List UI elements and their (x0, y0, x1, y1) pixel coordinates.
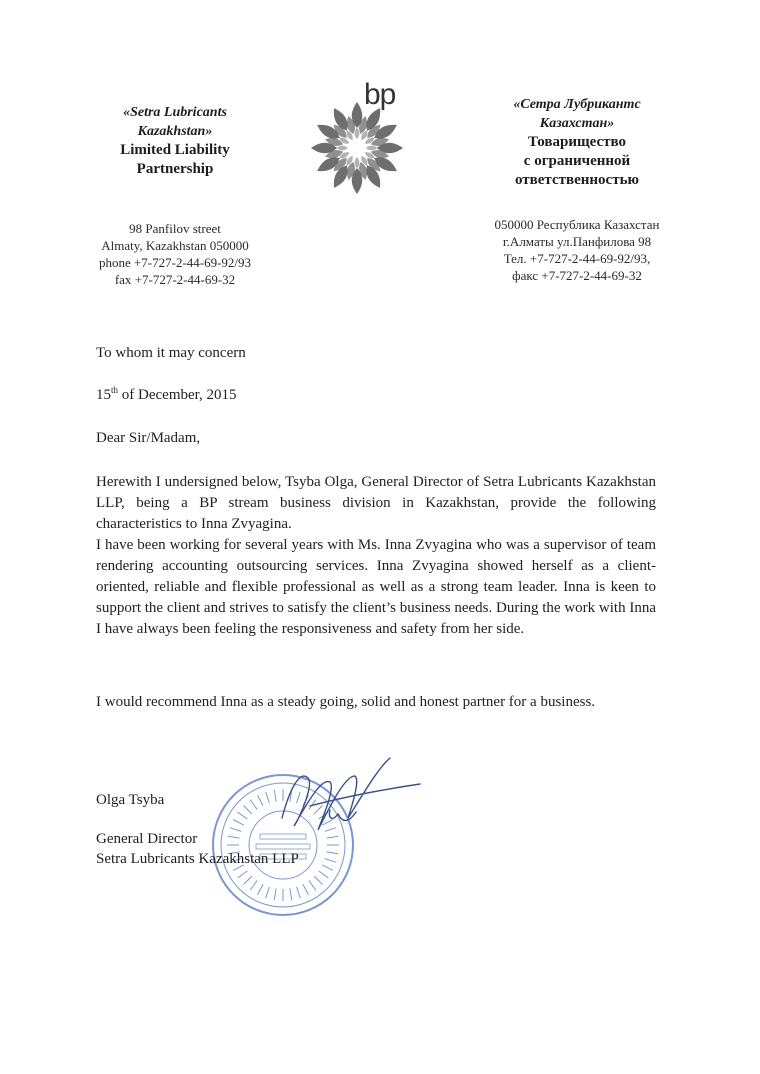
date-day: 15 (96, 387, 111, 403)
signatory-company: Setra Lubricants Kazakhstan LLP (96, 851, 299, 867)
right-company-type-line2: с ограниченной (523, 153, 631, 169)
letter-date (96, 385, 656, 406)
letter-recipient: To whom it may concern (96, 345, 246, 361)
left-address-block (70, 220, 280, 288)
handwritten-signature-icon (270, 748, 430, 858)
letter-recommendation: I would recommend Inna as a steady going, solid and honest partner for a business. (96, 694, 596, 710)
right-address-line2: г.Алматы ул.Панфилова 98 (502, 234, 652, 249)
signatory-name: Olga Tsyba (96, 792, 165, 808)
right-company-type-line1: Товарищество (527, 134, 627, 150)
bp-helios-logo-icon (305, 80, 415, 195)
left-company-type-line1: Limited Liability (120, 142, 230, 158)
date-suffix: th (111, 385, 119, 395)
right-company-type-line3: ответственностью (515, 172, 639, 188)
right-address-block (472, 216, 682, 284)
left-address-city: Almaty, Kazakhstan 050000 (101, 238, 249, 253)
right-company-name-line2: Казахстан» (539, 116, 615, 131)
right-address-line1: 050000 Республика Казахстан (494, 217, 660, 232)
left-address-street: 98 Panfilov street (129, 221, 221, 236)
left-company-name-line1: «Setra Lubricants (123, 105, 227, 120)
right-fax: факс +7-727-2-44-69-32 (512, 268, 642, 283)
right-company-header (472, 95, 682, 190)
left-company-type-line2: Partnership (136, 161, 214, 177)
letter-paragraph-2: I have been working for several years with Ms. Inna Zvyagina who was a supervisor of team rendering accounting outsourcing services. Inna Zvyagina showed herself as a client-oriented, reliable and flexible professional as well as a strong team leader. Inna is keen to support the client and strives to satisfy the client’s business needs. During the work with Inna I have always been feeling the responsiveness and safety from her side. (96, 537, 656, 637)
bp-logo-text: bp (364, 78, 396, 111)
letter-salutation: Dear Sir/Madam, (96, 430, 201, 446)
right-phone: Тел. +7-727-2-44-69-92/93, (503, 251, 651, 266)
signatory-title: General Director (96, 831, 198, 847)
right-company-name-line1: «Сетра Лубрикантс (513, 97, 641, 112)
left-company-name-line2: Kazakhstan» (137, 124, 213, 139)
left-phone: phone +7-727-2-44-69-92/93 (98, 255, 252, 270)
date-rest: of December, 2015 (118, 387, 237, 403)
left-company-header (70, 103, 280, 179)
left-fax: fax +7-727-2-44-69-32 (114, 272, 236, 287)
letter-paragraph-1: Herewith I undersigned below, Tsyba Olga, General Director of Setra Lubricants Kazakhstan LLP, being a BP stream business division in Kazakhstan, provide the following characteristics to Inna Zvyagina. (96, 474, 656, 532)
